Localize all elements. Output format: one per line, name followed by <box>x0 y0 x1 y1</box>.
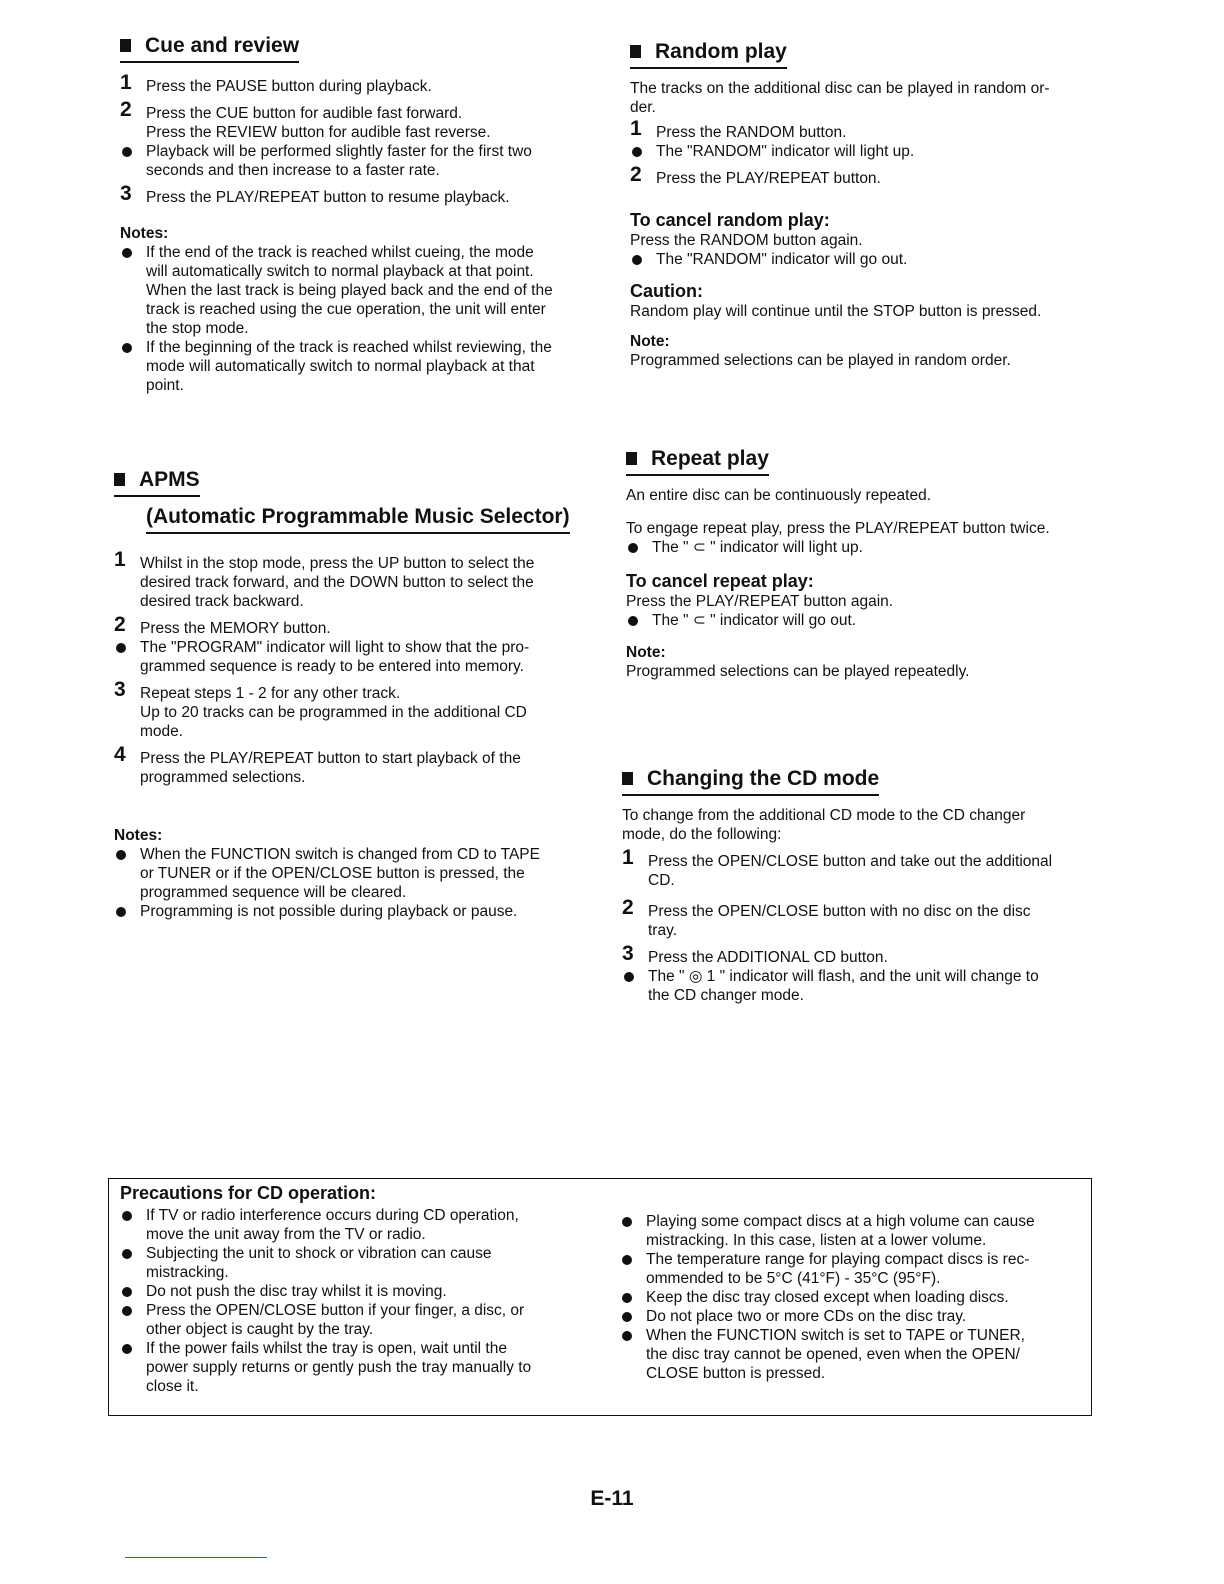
apms-step-3: 3 Repeat steps 1 - 2 for any other track. Up to 20 tracks can be programmed in the additional CD mode. <box>114 678 527 740</box>
repeat-intro: An entire disc can be continuously repeated. <box>626 487 932 504</box>
repeat-cancel-heading: To cancel repeat play: <box>626 571 814 591</box>
page-number: E-11 <box>590 1487 634 1510</box>
precautions-right <box>620 1212 1086 1383</box>
random-cancel-bullet: The "RANDOM" indicator will go out. <box>630 250 1110 269</box>
square-bullet-icon <box>114 473 125 486</box>
cue-notes-label: Notes: <box>120 225 169 242</box>
random-cancel-text: Press the RANDOM button again. <box>630 232 863 249</box>
apms-note-1: When the FUNCTION switch is changed from CD to TAPE or TUNER or if the OPEN/CLOSE button is pressed, the programmed sequence will be cleared. <box>114 845 604 902</box>
apms-step-2: 2 Press the MEMORY button. <box>114 613 331 637</box>
cue-review-heading: Cue and review <box>120 34 299 63</box>
random-step-2: 2 Press the PLAY/REPEAT button. <box>630 163 881 187</box>
bullet-dot-icon <box>622 1217 632 1227</box>
bullet-dot-icon <box>122 1287 132 1297</box>
bullet-dot-icon <box>122 1211 132 1221</box>
random-step-1: 1 Press the RANDOM button. <box>630 117 847 141</box>
random-caution-heading: Caution: <box>630 281 703 301</box>
repeat-play-heading: Repeat play <box>626 447 769 476</box>
bullet-dot-icon <box>122 1249 132 1259</box>
random-cancel-heading: To cancel random play: <box>630 210 830 230</box>
precaution-item: Playing some compact discs at a high volume can cause mistracking. In this case, listen at a lower volume. <box>620 1212 1086 1250</box>
bullet-dot-icon <box>116 643 126 653</box>
cue-review-section <box>120 34 604 395</box>
precaution-item: Press the OPEN/CLOSE button if your finger, a disc, or other object is caught by the tray. <box>120 1301 592 1339</box>
bullet-dot-icon <box>122 248 132 258</box>
cue-step-2: 2 Press the CUE button for audible fast forward. Press the REVIEW button for audible fast reverse. <box>120 98 491 141</box>
random-play-section <box>630 40 1110 370</box>
square-bullet-icon <box>120 39 131 52</box>
repeat-play-section <box>626 447 1110 681</box>
bullet-dot-icon <box>628 616 638 626</box>
apms-subtitle: (Automatic Programmable Music Selector) <box>146 505 570 534</box>
precaution-item: The temperature range for playing compact discs is rec- ommended to be 5°C (41°F) - 35°C (95°F). <box>620 1250 1086 1288</box>
precaution-item: If TV or radio interference occurs during CD operation, move the unit away from the TV or radio. <box>120 1206 592 1244</box>
bullet-dot-icon <box>624 972 634 982</box>
bullet-dot-icon <box>622 1255 632 1265</box>
bullet-dot-icon <box>122 1306 132 1316</box>
random-caution-text: Random play will continue until the STOP button is pressed. <box>630 303 1042 320</box>
bullet-dot-icon <box>622 1331 632 1341</box>
bullet-dot-icon <box>116 850 126 860</box>
precaution-item: Do not place two or more CDs on the disc tray. <box>620 1307 1086 1326</box>
repeat-cancel-bullet: The " ⊂ " indicator will go out. <box>626 611 1110 630</box>
bullet-dot-icon <box>622 1312 632 1322</box>
repeat-engage: To engage repeat play, press the PLAY/REPEAT button twice. <box>626 520 1050 537</box>
repeat-note-text: Programmed selections can be played repeatedly. <box>626 663 970 680</box>
changing-cd-mode-section <box>622 767 1108 1005</box>
random-bullet: The "RANDOM" indicator will light up. <box>630 142 1110 161</box>
cue-step-3: 3 Press the PLAY/REPEAT button to resume playback. <box>120 182 510 206</box>
changing-intro: To change from the additional CD mode to the CD changer mode, do the following: <box>622 807 1026 843</box>
precautions-title: Precautions for CD operation: <box>120 1183 377 1203</box>
changing-bullet: The " ◎ 1 " indicator will flash, and the unit will change to the CD changer mode. <box>622 967 1108 1005</box>
changing-step-2: 2 Press the OPEN/CLOSE button with no disc on the disc tray. <box>622 896 1031 939</box>
bullet-dot-icon <box>116 907 126 917</box>
apms-heading: APMS <box>114 468 200 497</box>
bullet-dot-icon <box>122 147 132 157</box>
apms-bullet: The "PROGRAM" indicator will light to show that the pro- grammed sequence is ready to be entered into memory. <box>114 638 604 676</box>
apms-note-2: Programming is not possible during playback or pause. <box>114 902 604 921</box>
repeat-bullet: The " ⊂ " indicator will light up. <box>626 538 1110 557</box>
bullet-dot-icon <box>622 1293 632 1303</box>
changing-step-3: 3 Press the ADDITIONAL CD button. <box>622 942 888 966</box>
bullet-dot-icon <box>632 255 642 265</box>
cue-bullet: Playback will be performed slightly faster for the first two seconds and then increase to a faster rate. <box>120 142 604 180</box>
cue-note-1: If the end of the track is reached whilst cueing, the mode will automatically switch to normal playback at that point. When the last track is being played back and the end of the track is reached using the cue operation, the unit will enter the stop mode. <box>120 243 604 338</box>
bullet-dot-icon <box>628 543 638 553</box>
square-bullet-icon <box>622 772 633 785</box>
precaution-item: When the FUNCTION switch is set to TAPE or TUNER, the disc tray cannot be opened, even when the OPEN/ CLOSE button is pressed. <box>620 1326 1086 1383</box>
cue-note-2: If the beginning of the track is reached whilst reviewing, the mode will automatically switch to normal playback at that point. <box>120 338 604 395</box>
bullet-dot-icon <box>122 1344 132 1354</box>
apms-notes-label: Notes: <box>114 827 163 844</box>
random-play-heading: Random play <box>630 40 787 69</box>
repeat-cancel-text: Press the PLAY/REPEAT button again. <box>626 593 894 610</box>
apms-step-4: 4 Press the PLAY/REPEAT button to start playback of the programmed selections. <box>114 743 521 786</box>
changing-cd-mode-heading: Changing the CD mode <box>622 767 879 796</box>
random-note-text: Programmed selections can be played in random order. <box>630 352 1011 369</box>
cue-step-1: 1 Press the PAUSE button during playback. <box>120 71 432 95</box>
random-intro: The tracks on the additional disc can be played in random or- der. <box>630 80 1050 116</box>
random-note-label: Note: <box>630 333 670 350</box>
precaution-item: If the power fails whilst the tray is open, wait until the power supply returns or gently push the tray manually to close it. <box>120 1339 592 1396</box>
square-bullet-icon <box>630 45 641 58</box>
precautions-left <box>120 1206 592 1396</box>
square-bullet-icon <box>626 452 637 465</box>
repeat-note-label: Note: <box>626 644 666 661</box>
bullet-dot-icon <box>122 343 132 353</box>
bullet-dot-icon <box>632 147 642 157</box>
apms-section <box>114 468 604 921</box>
changing-step-1: 1 Press the OPEN/CLOSE button and take out the additional CD. <box>622 846 1053 889</box>
apms-step-1: 1 Whilst in the stop mode, press the UP button to select the desired track forward, and the DOWN button to select the desired track backward. <box>114 548 535 610</box>
precaution-item: Subjecting the unit to shock or vibration can cause mistracking. <box>120 1244 592 1282</box>
precaution-item: Do not push the disc tray whilst it is moving. <box>120 1282 592 1301</box>
precaution-item: Keep the disc tray closed except when loading discs. <box>620 1288 1086 1307</box>
bottom-rule <box>125 1557 267 1558</box>
